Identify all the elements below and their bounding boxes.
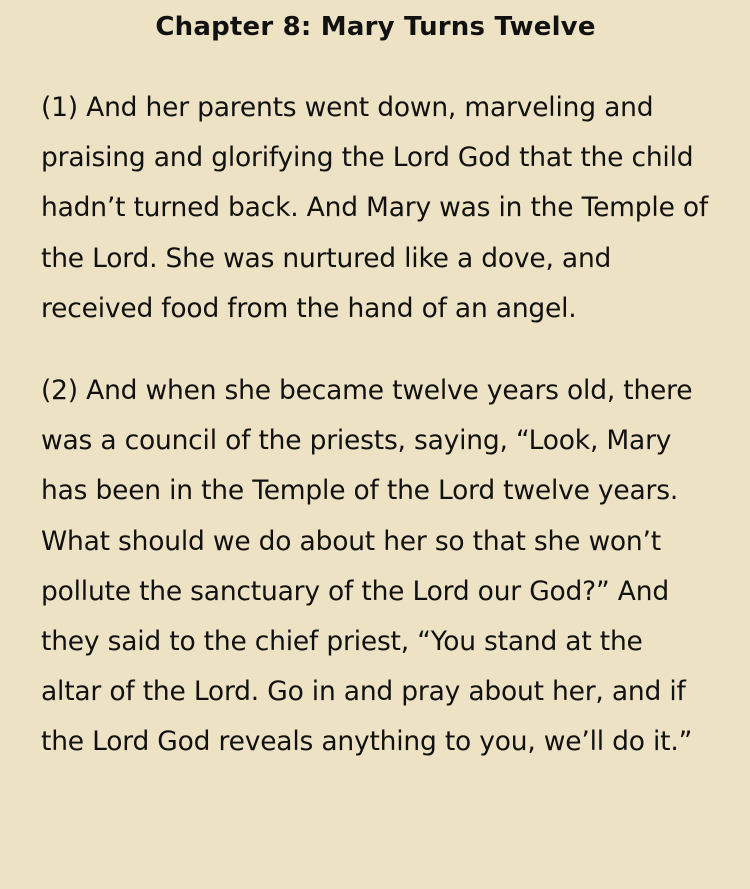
chapter-title: Chapter 8: Mary Turns Twelve <box>155 12 596 42</box>
paragraph-1: (1) And her parents went down, marveling and praising and glorifying the Lord God that the child hadn’t turned back. And Mary was in the Temple of the Lord. She was nurtured like a dove, and received food from the hand of an angel. <box>41 92 709 324</box>
paragraph-2: (2) And when she became twelve years old, there was a council of the priests, saying, “Look, Mary has been in the Temple of the Lord twelve years. What should we do about her so that she won’t pollute the sanctuary of the Lord our God?” And they said to the chief priest, “You stand at the altar of the Lord. Go in and pray about her, and if the Lord God reveals anything to you, we’ll do it.” <box>41 375 693 758</box>
